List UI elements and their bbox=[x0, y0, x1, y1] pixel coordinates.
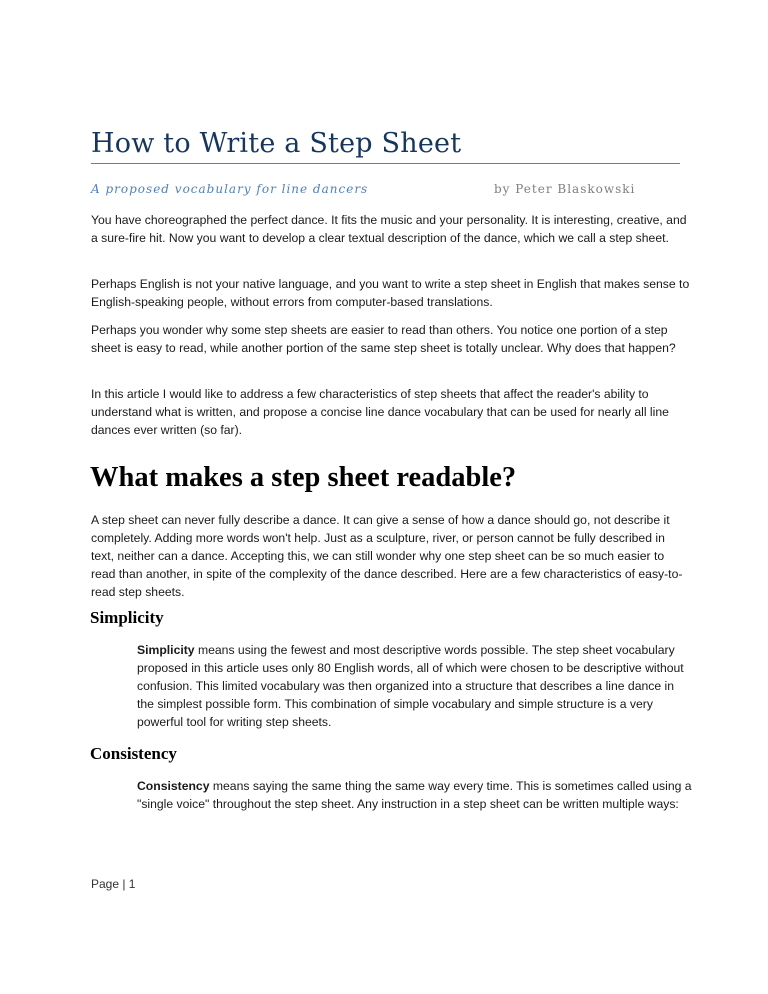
subsection-heading-consistency: Consistency bbox=[90, 744, 177, 763]
intro-paragraph: In this article I would like to address a few characteristics of step sheets that affect the reader's ability to understand what is written, and propose a concise line dance vocabulary that can be used for nearly all line dances ever written (so far). bbox=[91, 387, 669, 437]
page-number-footer: Page | 1 bbox=[91, 877, 136, 891]
consistency-lead: Consistency bbox=[137, 779, 210, 793]
title-underline bbox=[91, 163, 680, 164]
document-subtitle: A proposed vocabulary for line dancers bbox=[91, 182, 369, 196]
consistency-text: means saying the same thing the same way every time. This is sometimes called using a "single voice" throughout the step sheet. Any instruction in a step sheet can be written multiple ways: bbox=[137, 779, 692, 811]
consistency-paragraph bbox=[137, 777, 693, 813]
document-title: How to Write a Step Sheet bbox=[91, 128, 462, 159]
simplicity-lead: Simplicity bbox=[137, 643, 195, 657]
intro-paragraph: Perhaps English is not your native language, and you want to write a step sheet in English that makes sense to English-speaking people, without errors from computer-based translations. bbox=[91, 277, 690, 309]
subsection-heading-simplicity: Simplicity bbox=[90, 608, 164, 627]
intro-paragraph: You have choreographed the perfect dance. It fits the music and your personality. It is interesting, creative, and a sure-fire hit. Now you want to develop a clear textual description of the dance, which we call a step sheet. bbox=[91, 213, 687, 245]
simplicity-paragraph bbox=[137, 641, 693, 731]
author-byline: by Peter Blaskowski bbox=[494, 182, 636, 196]
section-heading: What makes a step sheet readable? bbox=[90, 462, 517, 493]
intro-paragraph: Perhaps you wonder why some step sheets are easier to read than others. You notice one portion of a step sheet is easy to read, while another portion of the same step sheet is totally unclear. Why does that happen? bbox=[91, 323, 676, 355]
simplicity-text: means using the fewest and most descriptive words possible. The step sheet vocabulary proposed in this article uses only 80 English words, all of which were chosen to be descriptive without confusion. This limited vocabulary was then organized into a structure that describes a line dance in the simplest possible form. This combination of simple vocabulary and simple structure is a very powerful tool for writing step sheets. bbox=[137, 643, 684, 729]
section-paragraph: A step sheet can never fully describe a dance. It can give a sense of how a dance should go, not describe it completely. Adding more words won't help. Just as a sculpture, river, or person cannot be fully described in text, neither can a dance. Accepting this, we can still wonder why one step sheet can be so much easier to read than another, in spite of the complexity of the dance described. Here are a few characteristics of easy-to-read step sheets. bbox=[91, 513, 683, 599]
